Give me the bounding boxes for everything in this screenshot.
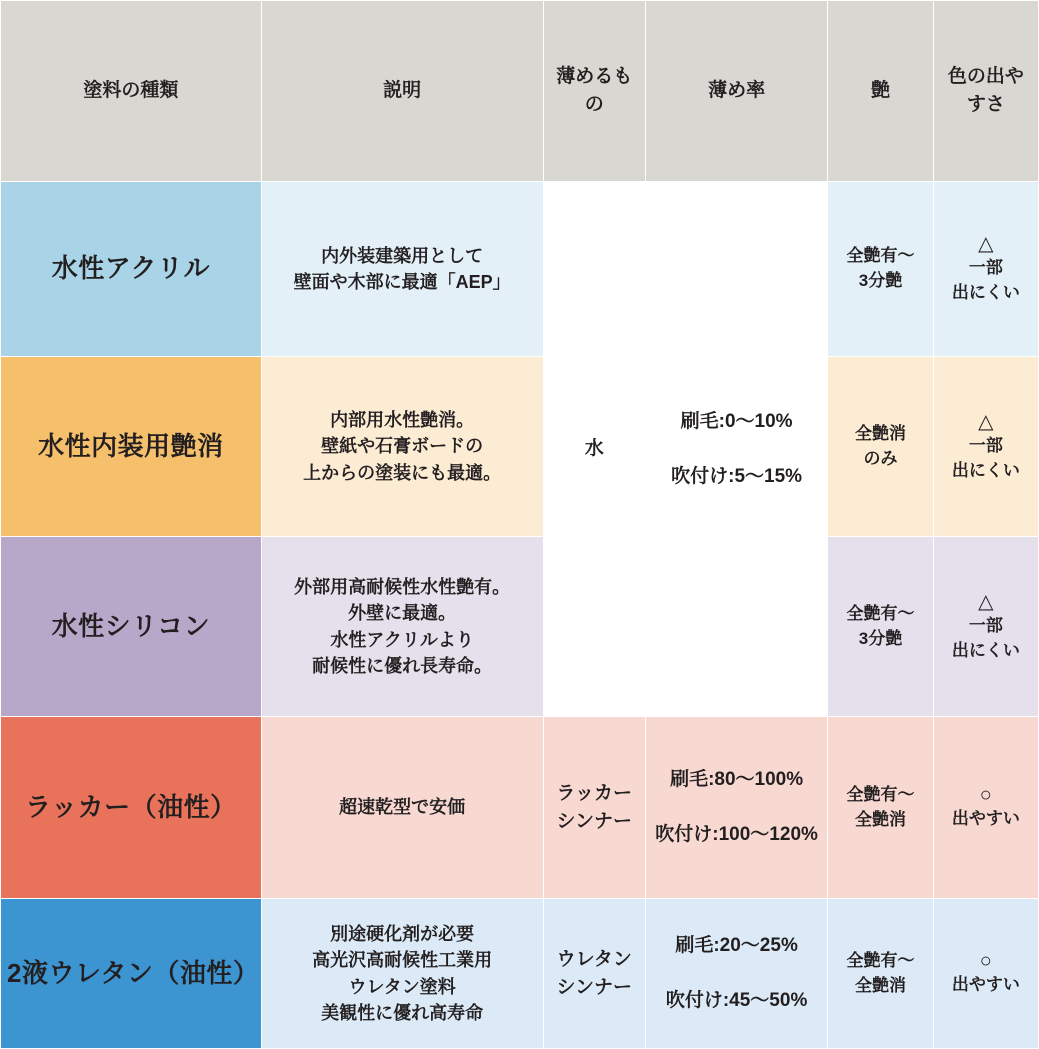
paint-type-name: 水性アクリル	[1, 182, 262, 357]
desc-line: ウレタン塗料	[348, 976, 456, 997]
thinner-line: ウレタン	[556, 948, 632, 970]
gloss-value	[828, 182, 933, 357]
color-ease-value	[933, 717, 1038, 899]
paint-description	[261, 182, 543, 357]
table-row	[1, 537, 1039, 717]
paint-description	[261, 717, 543, 899]
color-ease-line: 出にくい	[951, 640, 1020, 660]
dilution-rate-water	[645, 182, 828, 717]
triangle-icon: △	[978, 590, 994, 613]
thinner-line: シンナー	[556, 976, 632, 998]
gloss-line: 3分艶	[858, 628, 903, 648]
color-ease-line: 出やすい	[951, 809, 1020, 829]
table-header	[1, 1, 1039, 182]
thinner-value	[543, 899, 645, 1049]
desc-line: 高光沢高耐候性工業用	[312, 950, 493, 971]
gloss-value	[828, 537, 933, 717]
dilution-rate-value	[645, 899, 828, 1049]
color-ease-line: 一部	[968, 615, 1003, 635]
paint-type-name: ラッカー（油性）	[1, 717, 262, 899]
desc-line: 耐候性に優れ長寿命。	[312, 655, 493, 676]
thinner-line: ラッカー	[556, 782, 633, 804]
paint-description	[261, 899, 543, 1049]
gloss-line: 全艶有〜	[846, 603, 915, 623]
desc-line: 内部用水性艶消。	[330, 410, 475, 431]
column-header-thinner: 薄めるもの	[543, 1, 645, 182]
rate-line: 刷毛:20〜25%	[675, 935, 798, 957]
desc-line: 壁面や木部に最適「AEP」	[293, 272, 511, 292]
paint-type-name: 水性内装用艶消	[1, 357, 262, 537]
dilution-rate-value	[645, 717, 828, 899]
desc-line: 水性アクリルより	[330, 629, 474, 650]
gloss-line: 全艶有〜	[846, 784, 915, 804]
rate-line: 刷毛:80〜100%	[670, 769, 804, 791]
gloss-line: のみ	[863, 448, 898, 468]
color-ease-value	[933, 182, 1038, 357]
table-row	[1, 182, 1039, 357]
desc-line: 超速乾型で安価	[339, 797, 466, 818]
paint-description	[261, 537, 543, 717]
gloss-line: 全艶消	[855, 975, 906, 995]
desc-line: 壁紙や石膏ボードの	[321, 436, 484, 457]
column-header-gloss: 艶	[828, 1, 933, 182]
rate-line: 吹付け:100〜120%	[655, 824, 818, 846]
color-ease-value	[933, 357, 1038, 537]
gloss-line: 全艶消	[855, 809, 906, 829]
gloss-line: 3分艶	[858, 271, 903, 290]
column-header-paint-type: 塗料の種類	[1, 1, 262, 182]
desc-line: 内外装建築用として	[321, 245, 484, 266]
desc-line: 別途硬化剤が必要	[330, 924, 475, 945]
desc-line: 外部用高耐候性水性艶有。	[294, 577, 511, 598]
paint-description	[261, 357, 543, 537]
triangle-icon: △	[978, 233, 994, 256]
color-ease-value	[933, 899, 1038, 1049]
thinner-water: 水	[543, 182, 645, 717]
color-ease-line: 一部	[968, 258, 1003, 278]
circle-icon: ○	[979, 950, 992, 973]
gloss-line: 全艶消	[855, 423, 906, 443]
table-row	[1, 357, 1039, 537]
circle-icon: ○	[979, 784, 992, 807]
column-header-description: 説明	[261, 1, 543, 182]
header-row	[1, 1, 1039, 182]
color-ease-line: 出にくい	[951, 460, 1020, 480]
thinner-value	[543, 717, 645, 899]
gloss-value	[828, 899, 933, 1049]
desc-line: 外壁に最適。	[348, 603, 457, 624]
table-body	[1, 182, 1039, 1049]
table-row	[1, 899, 1039, 1049]
paint-type-name: 水性シリコン	[1, 537, 262, 717]
rate-line: 吹付け:5〜15%	[671, 465, 803, 487]
gloss-value	[828, 717, 933, 899]
gloss-line: 全艶有〜	[846, 246, 915, 266]
color-ease-line: 出やすい	[951, 975, 1020, 995]
thinner-line: シンナー	[556, 810, 632, 832]
column-header-color-ease: 色の出やすさ	[933, 1, 1038, 182]
desc-line: 上からの塗装にも最適。	[303, 462, 502, 483]
color-ease-value	[933, 537, 1038, 717]
color-ease-line: 一部	[968, 435, 1003, 455]
paint-type-name: 2液ウレタン（油性）	[1, 899, 262, 1049]
rate-line: 吹付け:45〜50%	[665, 990, 808, 1012]
triangle-icon: △	[978, 410, 994, 433]
color-ease-line: 出にくい	[951, 283, 1020, 302]
gloss-line: 全艶有〜	[846, 950, 915, 970]
column-header-dilution-rate: 薄め率	[645, 1, 828, 182]
table-row	[1, 717, 1039, 899]
desc-line: 美観性に優れ高寿命	[321, 1002, 484, 1023]
gloss-value	[828, 357, 933, 537]
rate-line: 刷毛:0〜10%	[680, 410, 793, 432]
